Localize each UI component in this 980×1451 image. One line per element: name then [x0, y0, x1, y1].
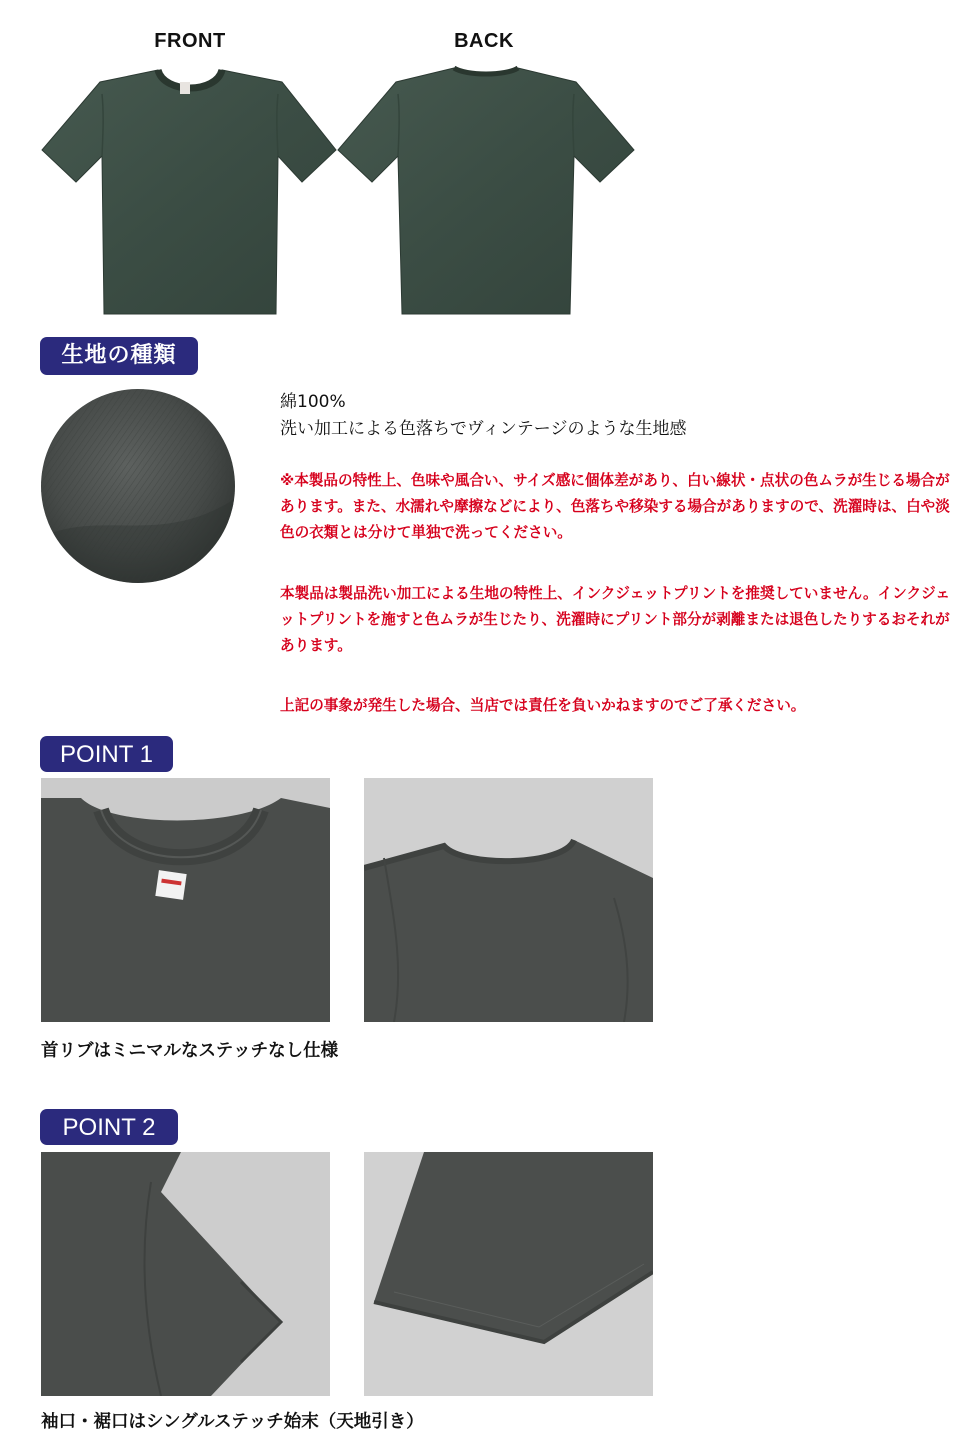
back-tshirt-image	[336, 64, 636, 316]
liability-note: 上記の事象が発生した場合、当店では責任を負いかねますのでご了承ください。	[280, 697, 806, 714]
point-1-badge: POINT 1	[40, 736, 173, 772]
fabric-swatch-image	[40, 388, 236, 584]
point-2-caption: 袖口・裾口はシングルステッチ始末（天地引き）	[41, 1412, 424, 1432]
front-tshirt-image	[40, 64, 340, 316]
neck-rib-back-photo	[364, 778, 653, 1022]
back-view-label: BACK	[454, 30, 514, 52]
neck-rib-front-photo	[41, 778, 330, 1022]
point-2-badge: POINT 2	[40, 1109, 178, 1145]
body-hem-photo	[364, 1152, 653, 1396]
front-view-label: FRONT	[154, 30, 226, 52]
sleeve-hem-photo	[41, 1152, 330, 1396]
print-warning-note: 本製品は製品洗い加工による生地の特性上、インクジェットプリントを推奨していません。インクジェットプリントを施すと色ムラが生じたり、洗濯時にプリント部分が剥離または退色したりするおそれがあります。	[280, 585, 951, 654]
care-warning-note: ※本製品の特性上、色味や風合い、サイズ感に個体差があり、白い線状・点状の色ムラが生じる場合があります。また、水濡れや摩擦などにより、色落ちや移染する場合がありますので、洗濯時は、白や淡色の衣類とは分けて単独で洗ってください。	[280, 472, 950, 541]
fabric-description: 洗い加工による色落ちでヴィンテージのような生地感	[280, 419, 687, 439]
fabric-composition: 綿100%	[280, 392, 346, 412]
point-1-caption: 首リブはミニマルなステッチなし仕様	[41, 1041, 339, 1061]
fabric-type-badge: 生地の種類	[40, 337, 198, 375]
